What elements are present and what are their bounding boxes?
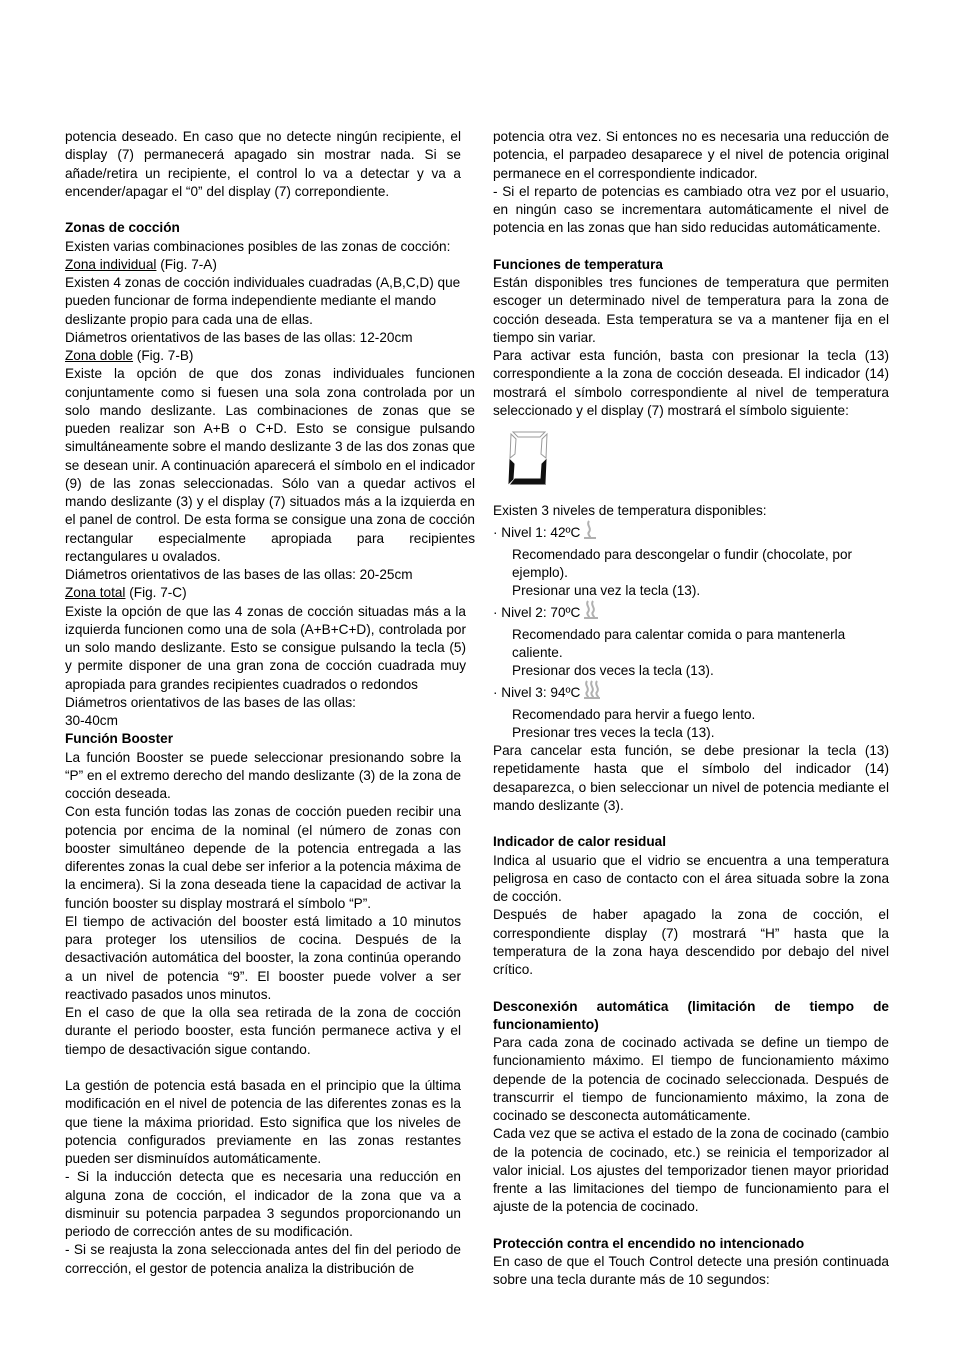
protection-paragraph: En caso de que el Touch Control detecte una presión continuada sobre una tecla durante más de 10 segundos: <box>493 1254 889 1288</box>
zona-individual-title <box>65 256 461 274</box>
cancel-paragraph: Para cancelar esta función, se debe presionar la tecla (13) repetidamente hasta que el símbolo del indicador (14) desaparezca, o bien seleccionar un nivel de potencia mediante el mando deslizante (3). <box>493 743 889 813</box>
zona-individual-text: Existen 4 zonas de cocción individuales cuadradas (A,B,C,D) que pueden funcionar de forma independiente mediante el mando deslizante propio para cada una de ellas. <box>65 275 461 327</box>
continuation-paragraph-2: - Si el reparto de potencias es cambiado otra vez por el usuario, en ningún caso se incrementara automáticamente el nivel de potencia en las zonas que han sido reducidas automáticamente. <box>493 183 889 236</box>
level-3-press: Presionar tres veces la tecla (13). <box>512 724 715 740</box>
booster-paragraph-4: En el caso de que la olla sea retirada de la zona de cocción durante el periodo booster, esta función permanece activa y el tiempo de desactivación sigue contando. <box>65 1005 461 1057</box>
level-2-press: Presionar dos veces la tecla (13). <box>512 663 714 678</box>
zona-doble-title <box>65 347 461 365</box>
residual-paragraph-1: Indica al usuario que el vidrio se encuentra a una temperatura peligrosa en caso de contacto con el área situada sobre la zona de cocción. <box>493 852 889 904</box>
intro-paragraph: potencia deseado. En caso que no detecte ningún recipiente, el display (7) permanecerá apagado sin mostrar nada. Si se añade/retira un recipiente, el control lo va a detectar y va a encender/apagar el “0” del display (7) correpondiente. <box>65 129 461 199</box>
level-3-label: · Nivel 3: 94ºC <box>493 685 581 701</box>
gestion-paragraph-3: - Si se reajusta la zona seleccionada antes del fin del periodo de corrección, el gestor de potencia analiza la distribución de <box>65 1242 461 1276</box>
zona-total-label: Zona total <box>65 585 126 601</box>
steam-level-2-icon <box>582 600 600 625</box>
right-column <box>493 128 889 1290</box>
booster-paragraph-1: La función Booster se puede seleccionar presionando sobre la “P” en el extremo derecho del mando deslizante (3) de la zona de cocción deseada. <box>65 749 461 801</box>
temperature-heading: Funciones de temperatura <box>493 256 663 272</box>
temperature-paragraph-1: Están disponibles tres funciones de temperatura que permiten escoger un determinado nivel de temperatura para la zona de cocción deseada. Esta temperatura se va a mantener fija en el tiempo sin variar. <box>493 275 889 345</box>
left-column <box>65 128 475 1278</box>
zona-individual-diam: Diámetros orientativos de las bases de las ollas: 12-20cm <box>65 329 413 345</box>
zona-total-fig: (Fig. 7-C) <box>125 585 187 601</box>
display-symbol-figure <box>493 420 889 502</box>
level-2-recommendation: Recomendado para calentar comida o para mantenerla caliente. <box>512 626 846 660</box>
level-3-recommendation: Recomendado para hervir a fuego lento. <box>512 706 756 722</box>
zona-total-diam-range: 30-40cm <box>65 713 118 728</box>
levels-intro: Existen 3 niveles de temperatura disponibles: <box>493 503 767 518</box>
booster-heading: Función Booster <box>65 731 173 747</box>
booster-paragraph-2: Con esta función todas las zonas de cocción pueden recibir una potencia por encima de la nominal (el número de zonas con booster simultáneo depende de la potencia entregada a las diferentes zonas la cual debe ser inferior a la potencia máxima de la encimera). Si la zona deseada tiene la capacidad de activar la función booster su display mostrará el símbolo “P”. <box>65 804 461 911</box>
zona-total-title <box>65 584 461 602</box>
temperature-paragraph-2: Para activar esta función, basta con presionar la tecla (13) correspondiente a la zona de cocción deseada. El indicador (14) mostrará el símbolo correspondiente al nivel de temperatura seleccionado y el display (7) mostrará el símbolo siguiente: <box>493 348 889 418</box>
continuation-paragraph-1: potencia otra vez. Si entonces no es necesaria una reducción de potencia, el parpadeo desaparece y el nivel de potencia original permanece en el correspondiente indicador. <box>493 129 889 181</box>
seven-segment-u-icon <box>507 430 551 486</box>
zona-doble-label: Zona doble <box>65 348 134 363</box>
zona-total-text: Existe la opción de que las 4 zonas de cocción situadas más a la izquierda funcionen como una de sola (A+B+C+D), controlada por un solo mando deslizante. Esto se consigue pulsando la tecla (5) y permite disponer de una gran zona de cocción cuadrada muy apropiada para grandes recipientes cuadrados o redondos <box>65 603 466 692</box>
level-2-label: · Nivel 2: 70ºC <box>493 605 581 621</box>
auto-disconnect-paragraph-2: Cada vez que se activa el estado de la zona de cocinado (cambio de la potencia de cocinado, etc.) se reinicia el temporizador al valor inicial. Los ajustes del temporizador tienen mayor prioridad frente a las limitaciones del tiempo de funcionamiento para el ajuste de la potencia de cocinado. <box>493 1126 889 1215</box>
zonas-heading: Zonas de cocción <box>65 220 180 236</box>
auto-disconnect-heading: Desconexión automática (limitación de tiempo de funcionamiento) <box>493 998 889 1032</box>
zona-doble-text: Existe la opción de que dos zonas individuales funcionen conjuntamente como si fuesen una sola zona controlada por un solo mando deslizante. Las combinaciones de zonas que se pueden realizar son A+B o C+D. Esto se consigue pulsando simultáneamente sobre el mando deslizante 3 de las dos zonas que se desean unir. A continuación aparecerá el símbolo en el indicador (9) de las zonas seleccionadas. Sólo van a quedar activos el mando deslizante (3) y el display (7) situados más a la izquierda en el panel de control. De esta forma se consigue una zona de cocción rectangular especialmente apropiada para recipientes rectangulares u ovalados. <box>65 366 475 564</box>
level-1-press: Presionar una vez la tecla (13). <box>512 583 701 598</box>
zona-individual-label: Zona individual <box>65 256 157 272</box>
residual-heat-heading: Indicador de calor residual <box>493 834 666 850</box>
gestion-paragraph-1: La gestión de potencia está basada en el principio que la última modificación en el nivel de potencia de las diferentes zonas es la que tiene la máxima prioridad. Esto significa que los niveles de potencia configurados previamente en las zonas restantes pueden ser disminuídos automáticamente. <box>65 1078 461 1166</box>
residual-paragraph-2: Después de haber apagado la zona de cocción, el correspondiente display (7) mostrará “H” hasta que la temperatura de la zona haya descendido por debajo del nivel crítico. <box>493 907 889 977</box>
auto-disconnect-paragraph-1: Para cada zona de cocinado activada se define un tiempo de funcionamiento máximo. El tiempo de funcionamiento máximo depende de la potencia de cocinado seleccionada. Después de transcurrir el tiempo de funcionamiento máximo, la zona de cocinado se desconecta automáticamente. <box>493 1035 889 1123</box>
steam-level-1-icon <box>582 520 598 545</box>
level-1-label: · Nivel 1: 42ºC <box>493 525 581 541</box>
zona-individual-fig: (Fig. 7-A) <box>156 256 217 272</box>
zona-doble-fig: (Fig. 7-B) <box>133 348 194 363</box>
level-1-row <box>493 520 889 545</box>
protection-heading: Protección contra el encendido no intencionado <box>493 1235 805 1251</box>
level-3-row <box>493 680 889 705</box>
level-1-recommendation: Recomendado para descongelar o fundir (chocolate, por ejemplo). <box>512 546 853 580</box>
gestion-paragraph-2: - Si la inducción detecta que es necesaria una reducción en alguna zona de cocción, el indicador de la zona que va a disminuir su potencia parpadea 3 segundos proporcionando un periodo de corrección antes de su modificación. <box>65 1169 461 1239</box>
zona-total-diam: Diámetros orientativos de las bases de las ollas: <box>65 694 356 710</box>
zonas-intro: Existen varias combinaciones posibles de las zonas de cocción: <box>65 238 451 254</box>
zona-doble-diam: Diámetros orientativos de las bases de las ollas: 20-25cm <box>65 567 413 582</box>
booster-paragraph-3: El tiempo de activación del booster está limitado a 10 minutos para proteger los utensilios de cocina. Después de la desactivación automática del booster, la zona continúa operando a un nivel de potencia “9”. El booster puede volver a ser reactivado pasados unos minutos. <box>65 913 461 1002</box>
level-2-row <box>493 600 889 625</box>
steam-level-3-icon <box>582 680 602 705</box>
